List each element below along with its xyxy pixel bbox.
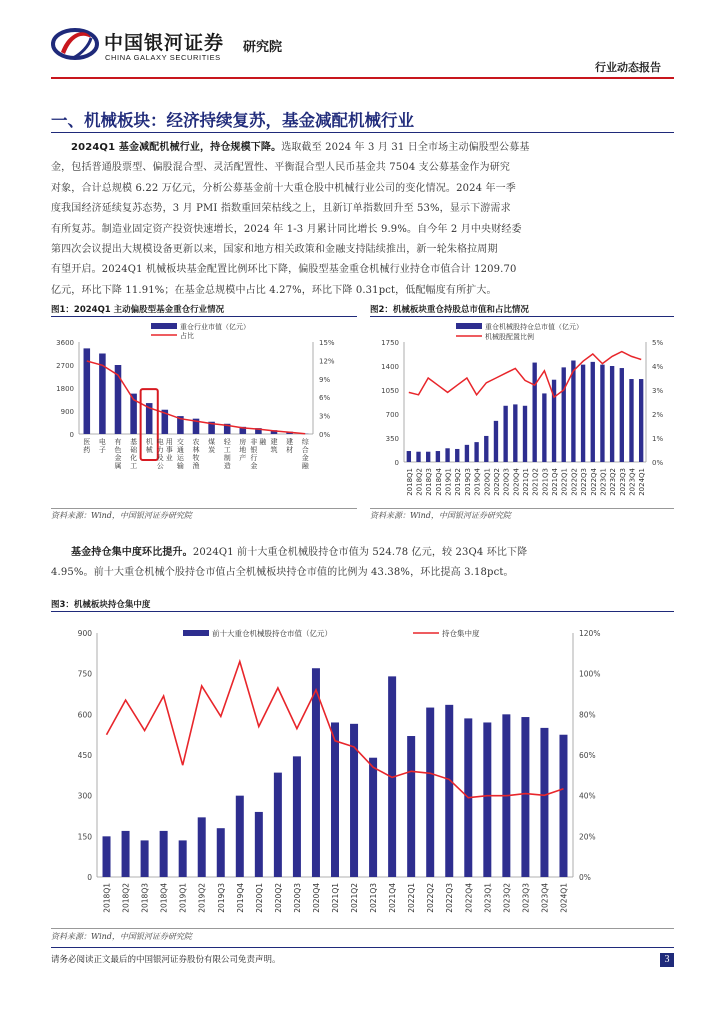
y-tick-label-left: 1050 (381, 387, 399, 395)
x-tick-label: 交通运输 (176, 438, 184, 471)
bar (160, 831, 168, 877)
page-number: 3 (660, 953, 674, 967)
x-tick-label: 2018Q1 (405, 468, 414, 496)
header-divider (51, 77, 674, 79)
x-tick-label: 2022Q2 (426, 883, 436, 913)
x-tick-label: 2018Q3 (140, 883, 150, 913)
figure-3-chart (51, 613, 674, 928)
legend-label-line: 机械股配置比例 (485, 333, 534, 341)
x-tick-label: 2022Q1 (560, 468, 569, 496)
bar (369, 758, 377, 877)
bar (533, 363, 537, 462)
header (0, 0, 724, 80)
bar (483, 722, 491, 877)
bar (255, 812, 263, 877)
institute-name: 研究院 (243, 40, 283, 55)
y-tick-label-right: 40% (579, 791, 596, 801)
figure-1-chart (51, 318, 357, 508)
bar (407, 451, 411, 462)
x-tick-label: 2023Q2 (502, 883, 512, 913)
bar (540, 728, 548, 877)
x-tick-label: 2018Q4 (159, 883, 169, 913)
figure-1-source: 资料来源：Wind，中国银河证券研究院 (51, 511, 192, 520)
paragraph-2-line: 4.95%。前十大重仓机械个股持仓市值占全机械板块持仓市值的比例为 43.38%，环比提高 3.18pct。 (51, 567, 514, 579)
x-tick-label: 2018Q1 (102, 883, 112, 913)
y-tick-label-left: 350 (385, 435, 399, 443)
y-tick-label-right: 100% (579, 669, 601, 679)
legend-label-bar: 前十大重仓机械股持仓市值（亿元） (212, 629, 332, 638)
bar (426, 708, 434, 877)
figure-2-title: 图2：机械板块重仓持股总市值和占比情况 (370, 305, 529, 315)
x-tick-label: 2018Q2 (121, 883, 131, 913)
y-tick-label-right: 6% (319, 394, 331, 403)
y-tick-label-right: 0% (319, 431, 331, 439)
legend-swatch-bar (456, 323, 482, 329)
x-tick-label: 2023Q1 (599, 468, 608, 496)
bar (562, 367, 566, 462)
y-tick-label-left: 300 (77, 791, 92, 801)
figure-1-title: 图1：2024Q1 主动偏股型基金重仓行业情况 (51, 305, 225, 315)
y-tick-label-left: 2700 (56, 362, 74, 370)
figure-3-source: 资料来源：Wind，中国银河证券研究院 (51, 932, 192, 941)
x-tick-label: 2019Q4 (235, 883, 245, 913)
bar (620, 368, 624, 462)
footer-divider (51, 947, 674, 948)
y-tick-label-right: 9% (319, 375, 331, 384)
x-tick-label: 2021Q4 (388, 883, 398, 913)
y-tick-label-left: 750 (77, 669, 92, 679)
x-tick-label: 2024Q1 (559, 883, 569, 913)
bar (236, 796, 244, 877)
paragraph-1-line: 有所复苏。制造业固定资产投资快速增长，2024 年 1-3 月累计同比增长 9.9%。自今年 2 月中央财经委 (51, 223, 522, 235)
x-tick-label: 2021Q3 (369, 883, 379, 913)
x-tick-label: 建材 (286, 438, 294, 455)
y-tick-label-left: 600 (77, 710, 92, 720)
x-tick-label: 2021Q1 (331, 883, 340, 913)
y-tick-label-left: 0 (69, 431, 74, 439)
y-tick-label-right: 3% (319, 412, 331, 421)
y-tick-label-right: 3% (652, 387, 664, 395)
y-tick-label-right: 80% (579, 710, 596, 720)
bar (331, 722, 339, 877)
x-tick-label: 基础化工 (130, 438, 138, 471)
section-title-underline (51, 132, 674, 133)
x-tick-label: 2022Q4 (464, 883, 474, 913)
x-tick-label: 2020Q2 (273, 883, 283, 913)
paragraph-1-line: 选取截至 2024 年 3 月 31 日全市场主动偏股型公募基 (281, 142, 530, 153)
paragraph-1-lead: 2024Q1 基金减配机械行业，持仓规模下降。 (71, 142, 282, 153)
company-name-en: CHINA GALAXY SECURITIES (105, 53, 221, 62)
x-tick-label: 2021Q3 (541, 468, 550, 496)
legend-swatch-bar (183, 630, 209, 636)
x-tick-label: 2019Q4 (473, 468, 482, 496)
bar (179, 840, 187, 877)
y-tick-label-right: 1% (652, 435, 664, 443)
y-tick-label-left: 900 (77, 629, 92, 638)
x-tick-label: 2020Q4 (512, 468, 521, 496)
y-tick-label-left: 1400 (381, 363, 399, 371)
bar (559, 735, 567, 877)
y-tick-label-right: 20% (579, 832, 596, 842)
x-tick-label: 2021Q1 (522, 468, 530, 496)
x-tick-label: 2019Q1 (444, 468, 453, 496)
y-tick-label-left: 900 (60, 408, 74, 416)
bar (122, 831, 130, 877)
bar (639, 379, 643, 462)
section-title: 一、机械板块：经济持续复苏，基金减配机械行业 (51, 111, 414, 130)
y-tick-label-right: 2% (652, 411, 664, 419)
x-tick-label: 2022Q3 (445, 883, 455, 913)
bar (141, 840, 149, 877)
figure-1-source-rule (51, 508, 357, 509)
bar (600, 365, 604, 462)
x-tick-label: 2024Q1 (638, 468, 647, 496)
paragraph-1-line: 有望开启。2024Q1 机械板块基金配置比例环比下降，偏股型基金重仓机械行业持仓市值合计 1209.70 (51, 264, 517, 276)
figure-2-chart (370, 318, 674, 508)
paragraph-1-line: 亿元，环比下降 11.91%；在基金总规模中占比 4.27%，环比下降 0.31pct，低配幅度有所扩大。 (51, 284, 497, 296)
legend-label-line: 持仓集中度 (442, 629, 480, 638)
legend-swatch-bar (151, 323, 177, 329)
x-tick-label: 2019Q1 (178, 883, 188, 913)
bar (407, 736, 415, 877)
x-tick-label: 电子 (98, 438, 106, 455)
y-tick-label-left: 1750 (381, 339, 399, 347)
bar (474, 442, 478, 462)
y-tick-label-right: 15% (319, 339, 335, 347)
bar (581, 365, 585, 462)
x-tick-label: 2023Q1 (483, 883, 493, 913)
x-tick-label: 电力及公 (156, 438, 164, 471)
x-tick-label: 煤炭 (208, 438, 216, 455)
y-tick-label-left: 700 (385, 411, 399, 419)
paragraph-1-line: 第四次会议提出大规模设备更新以来，国家和地方相关政策和金融支持陆续推出，新一轮朱格拉周期 (51, 244, 498, 256)
galaxy-logo-icon (51, 24, 99, 64)
bar (198, 817, 206, 877)
x-tick-label: 2019Q2 (454, 468, 463, 496)
bar (610, 366, 614, 462)
x-tick-label: 综合金融 (301, 438, 309, 471)
figure-3-source-rule (51, 928, 674, 929)
bar (436, 451, 440, 462)
footer-disclaimer: 请务必阅读正文最后的中国银河证券股份有限公司免责声明。 (51, 955, 281, 965)
figure-2-source-rule (370, 508, 674, 509)
bar (274, 773, 282, 877)
y-tick-label-right: 60% (579, 751, 596, 760)
bar (455, 449, 459, 462)
y-tick-label-left: 450 (77, 751, 92, 760)
legend-label-line: 占比 (180, 332, 194, 340)
bar (293, 756, 301, 877)
y-tick-label-left: 3600 (56, 339, 74, 347)
x-tick-label: 农林牧渔 (192, 438, 200, 471)
x-tick-label: 非银行金 (250, 438, 258, 471)
x-tick-label: 2022Q4 (589, 468, 598, 496)
x-tick-label: 2020Q4 (311, 883, 321, 913)
y-tick-label-right: 120% (579, 629, 601, 638)
bar (445, 705, 453, 877)
y-tick-label-left: 1800 (56, 385, 74, 393)
x-tick-label: 2022Q3 (580, 468, 589, 496)
y-tick-label-left: 150 (77, 832, 92, 842)
x-tick-label: 2022Q2 (570, 468, 579, 496)
paragraph-1-line: 度我国经济延续复苏态势，3 月 PMI 指数重回荣枯线之上，且新订单指数回升至 53%，显示下游需求 (51, 203, 511, 215)
legend-label-bar: 重仓机械股持仓总市值（亿元） (485, 323, 583, 331)
x-tick-label: 2020Q1 (483, 468, 492, 496)
y-tick-label-right: 12% (319, 357, 335, 366)
x-tick-label: 融 (259, 438, 267, 446)
bar (484, 436, 488, 462)
y-tick-label-right: 5% (652, 339, 664, 347)
paragraph-2-line: 2024Q1 前十大重仓机械股持仓市值为 524.78 亿元，较 23Q4 环比下降 (192, 547, 528, 558)
paragraph-2 (51, 543, 674, 584)
bar (523, 406, 527, 462)
x-tick-label: 房地产 (239, 438, 247, 463)
x-tick-label: 2023Q4 (540, 883, 550, 913)
bar (416, 452, 420, 462)
x-tick-label: 2019Q2 (197, 883, 207, 913)
bar (445, 448, 449, 462)
y-tick-label-left: 0 (87, 873, 92, 882)
x-tick-label: 2018Q2 (415, 468, 424, 496)
x-tick-label: 2020Q3 (292, 883, 302, 913)
bar (426, 452, 430, 462)
report-type: 行业动态报告 (595, 61, 661, 74)
y-tick-label-right: 0% (579, 873, 591, 882)
x-tick-label: 2018Q4 (434, 468, 443, 496)
figure-2-source: 资料来源：Wind，中国银河证券研究院 (370, 511, 511, 520)
bar (503, 406, 507, 462)
y-tick-label-left: 0 (394, 459, 399, 467)
series-line (409, 352, 641, 398)
paragraph-1 (51, 138, 674, 301)
figure-3-title: 图3：机械板块持仓集中度 (51, 600, 151, 610)
bar (629, 379, 633, 462)
x-tick-label: 2020Q1 (254, 883, 264, 913)
y-tick-label-right: 4% (652, 363, 664, 371)
x-tick-label: 2023Q3 (521, 883, 531, 913)
x-tick-label: 2019Q3 (216, 883, 226, 913)
bar (465, 445, 469, 462)
bar (103, 836, 111, 877)
x-tick-label: 2020Q2 (492, 468, 501, 496)
x-tick-label: 2021Q2 (531, 468, 540, 496)
x-tick-label: 2023Q3 (618, 468, 627, 496)
x-tick-label: 2023Q2 (609, 468, 618, 496)
paragraph-1-line: 金，包括普通股票型、偏股混合型、灵活配置性、平衡混合型人民币基金共 7504 支公募基金作为研究 (51, 162, 511, 174)
bar (542, 393, 546, 462)
legend-label-bar: 重仓行业市值（亿元） (180, 323, 250, 331)
bar (521, 717, 529, 877)
bar (513, 404, 517, 462)
x-tick-label: 2019Q3 (463, 468, 472, 496)
x-tick-label: 2018Q3 (425, 468, 434, 496)
paragraph-2-lead: 基金持仓集中度环比提升。 (71, 547, 193, 558)
paragraph-1-line: 对象，合计总规模 6.22 万亿元，分析公募基金前十大重仓股中机械行业公司的变化情况。2024 年一季 (51, 182, 516, 194)
x-tick-label: 2020Q3 (502, 468, 511, 496)
x-tick-label: 机械 (145, 438, 153, 455)
bar (494, 421, 498, 462)
x-tick-label: 2022Q1 (407, 883, 417, 913)
bar (571, 361, 575, 462)
bar (217, 828, 225, 877)
x-tick-label: 有色金属 (114, 438, 122, 471)
x-tick-label: 建筑 (270, 438, 278, 455)
x-tick-label: 2021Q2 (350, 883, 360, 913)
company-name-cn: 中国银河证券 (104, 32, 225, 54)
bar (591, 362, 595, 462)
x-tick-label: 2023Q4 (628, 468, 637, 496)
x-tick-label: 医药 (83, 438, 91, 455)
y-tick-label-right: 0% (652, 459, 664, 467)
x-tick-label: 用事业 (165, 438, 173, 463)
x-tick-label: 轻工制造 (223, 438, 231, 471)
x-tick-label: 2021Q4 (551, 468, 560, 496)
